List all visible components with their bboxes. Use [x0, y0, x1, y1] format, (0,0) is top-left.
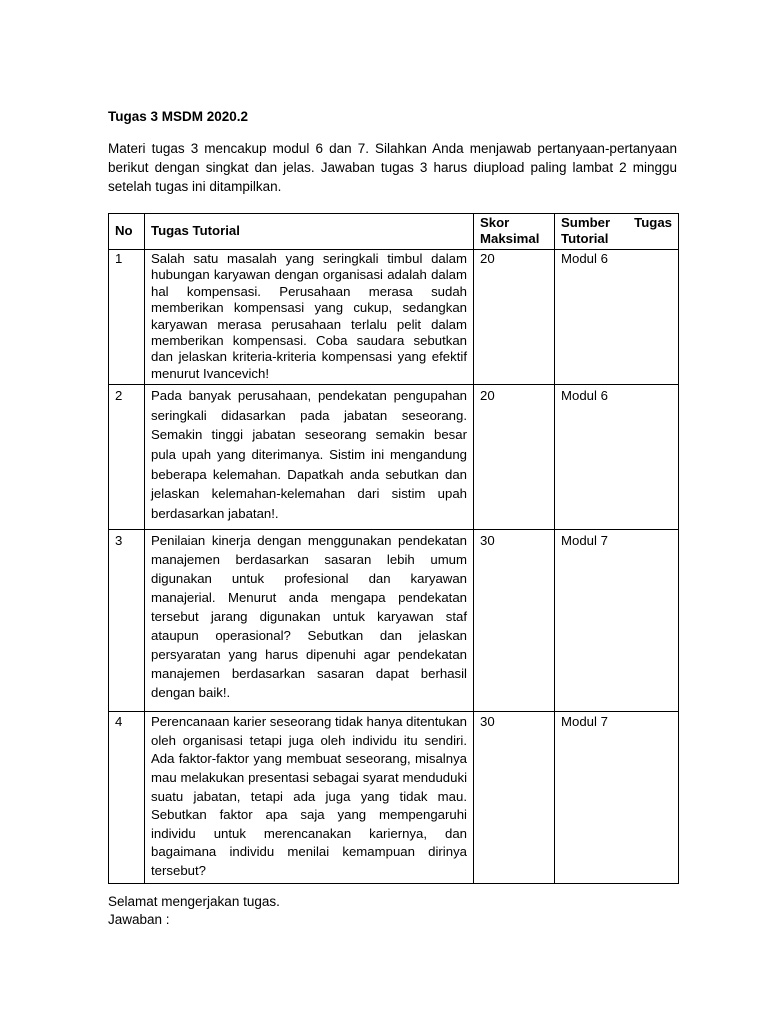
cell-source: Modul 7	[555, 530, 679, 712]
header-source	[555, 214, 679, 250]
cell-score: 20	[474, 250, 555, 385]
cell-task	[145, 530, 474, 712]
table-header-row	[109, 214, 679, 250]
task-text: Salah satu masalah yang seringkali timbul dalam hubungan karyawan dengan organisasi adalah dalam hal kompensasi. Perusahaan merasa sudah memberikan kompensasi yang cukup, sedangkan karyawan merasa perusahaan terlalu pelit dalam memberikan kompensasi. Coba saudara sebutkan dan jelaskan kriteria-kriteria kompensasi yang efektif menurut Ivancevich!	[151, 251, 467, 381]
cell-source: Modul 6	[555, 385, 679, 530]
header-score-line2: Maksimal	[480, 231, 540, 246]
table-row	[109, 530, 679, 712]
cell-score: 30	[474, 712, 555, 883]
table-row	[109, 385, 679, 530]
cell-no: 2	[109, 385, 145, 530]
header-score	[474, 214, 555, 250]
header-task: Tugas Tutorial	[145, 214, 474, 250]
header-source-word1: Sumber	[561, 215, 611, 230]
cell-task	[145, 385, 474, 530]
document-title: Tugas 3 MSDM 2020.2	[108, 109, 249, 124]
header-score-line1: Skor	[480, 215, 510, 230]
header-source-word2: Tugas	[634, 215, 672, 230]
task-text: Pada banyak perusahaan, pendekatan pengupahan seringkali didasarkan pada jabatan seseorang. Semakin tinggi jabatan seseorang semakin besar pula upah yang diterimanya. Sistim ini mengandung beberapa kelemahan. Dapatkah anda sebutkan dan jelaskan kelemahan-kelemahan dari sistim upah berdasarkan jabatan!.	[151, 388, 467, 521]
intro-paragraph: Materi tugas 3 mencakup modul 6 dan 7. Silahkan Anda menjawab pertanyaan-pertanyaan berikut dengan singkat dan jelas. Jawaban tugas 3 harus diupload paling lambat 2 minggu setelah tugas ini ditampilkan.	[108, 141, 677, 194]
header-no: No	[109, 214, 145, 250]
table-row	[109, 250, 679, 385]
cell-source: Modul 6	[555, 250, 679, 385]
task-text: Penilaian kinerja dengan menggunakan pendekatan manajemen berdasarkan sasaran lebih umum digunakan untuk profesional dan karyawan manajerial. Menurut anda mengapa pendekatan tersebut jarang digunakan untuk karyawan staf ataupun operasional? Sebutkan dan jelaskan persyaratan yang harus dipenuhi agar pendekatan manajemen berdasarkan sasaran dapat berhasil dengan baik!.	[151, 533, 467, 701]
cell-score: 30	[474, 530, 555, 712]
closing-text	[108, 893, 280, 929]
table-row	[109, 712, 679, 883]
header-source-word3: Tutorial	[561, 231, 609, 246]
cell-no: 4	[109, 712, 145, 883]
cell-no: 3	[109, 530, 145, 712]
closing-greeting: Selamat mengerjakan tugas.	[108, 894, 280, 909]
cell-no: 1	[109, 250, 145, 385]
cell-score: 20	[474, 385, 555, 530]
cell-task	[145, 712, 474, 883]
cell-source: Modul 7	[555, 712, 679, 883]
cell-task	[145, 250, 474, 385]
task-table	[108, 213, 679, 884]
task-text: Perencanaan karier seseorang tidak hanya ditentukan oleh organisasi tetapi juga oleh individu itu sendiri. Ada faktor-faktor yang membuat seseorang, misalnya mau melakukan presentasi sebagai syarat menduduki suatu jabatan, tetapi ada juga yang tidak mau. Sebutkan faktor apa saja yang mempengaruhi individu untuk merencanakan kariernya, dan bagaimana individu menilai kemampuan dirinya tersebut?	[151, 714, 467, 878]
answer-label: Jawaban :	[108, 912, 170, 927]
